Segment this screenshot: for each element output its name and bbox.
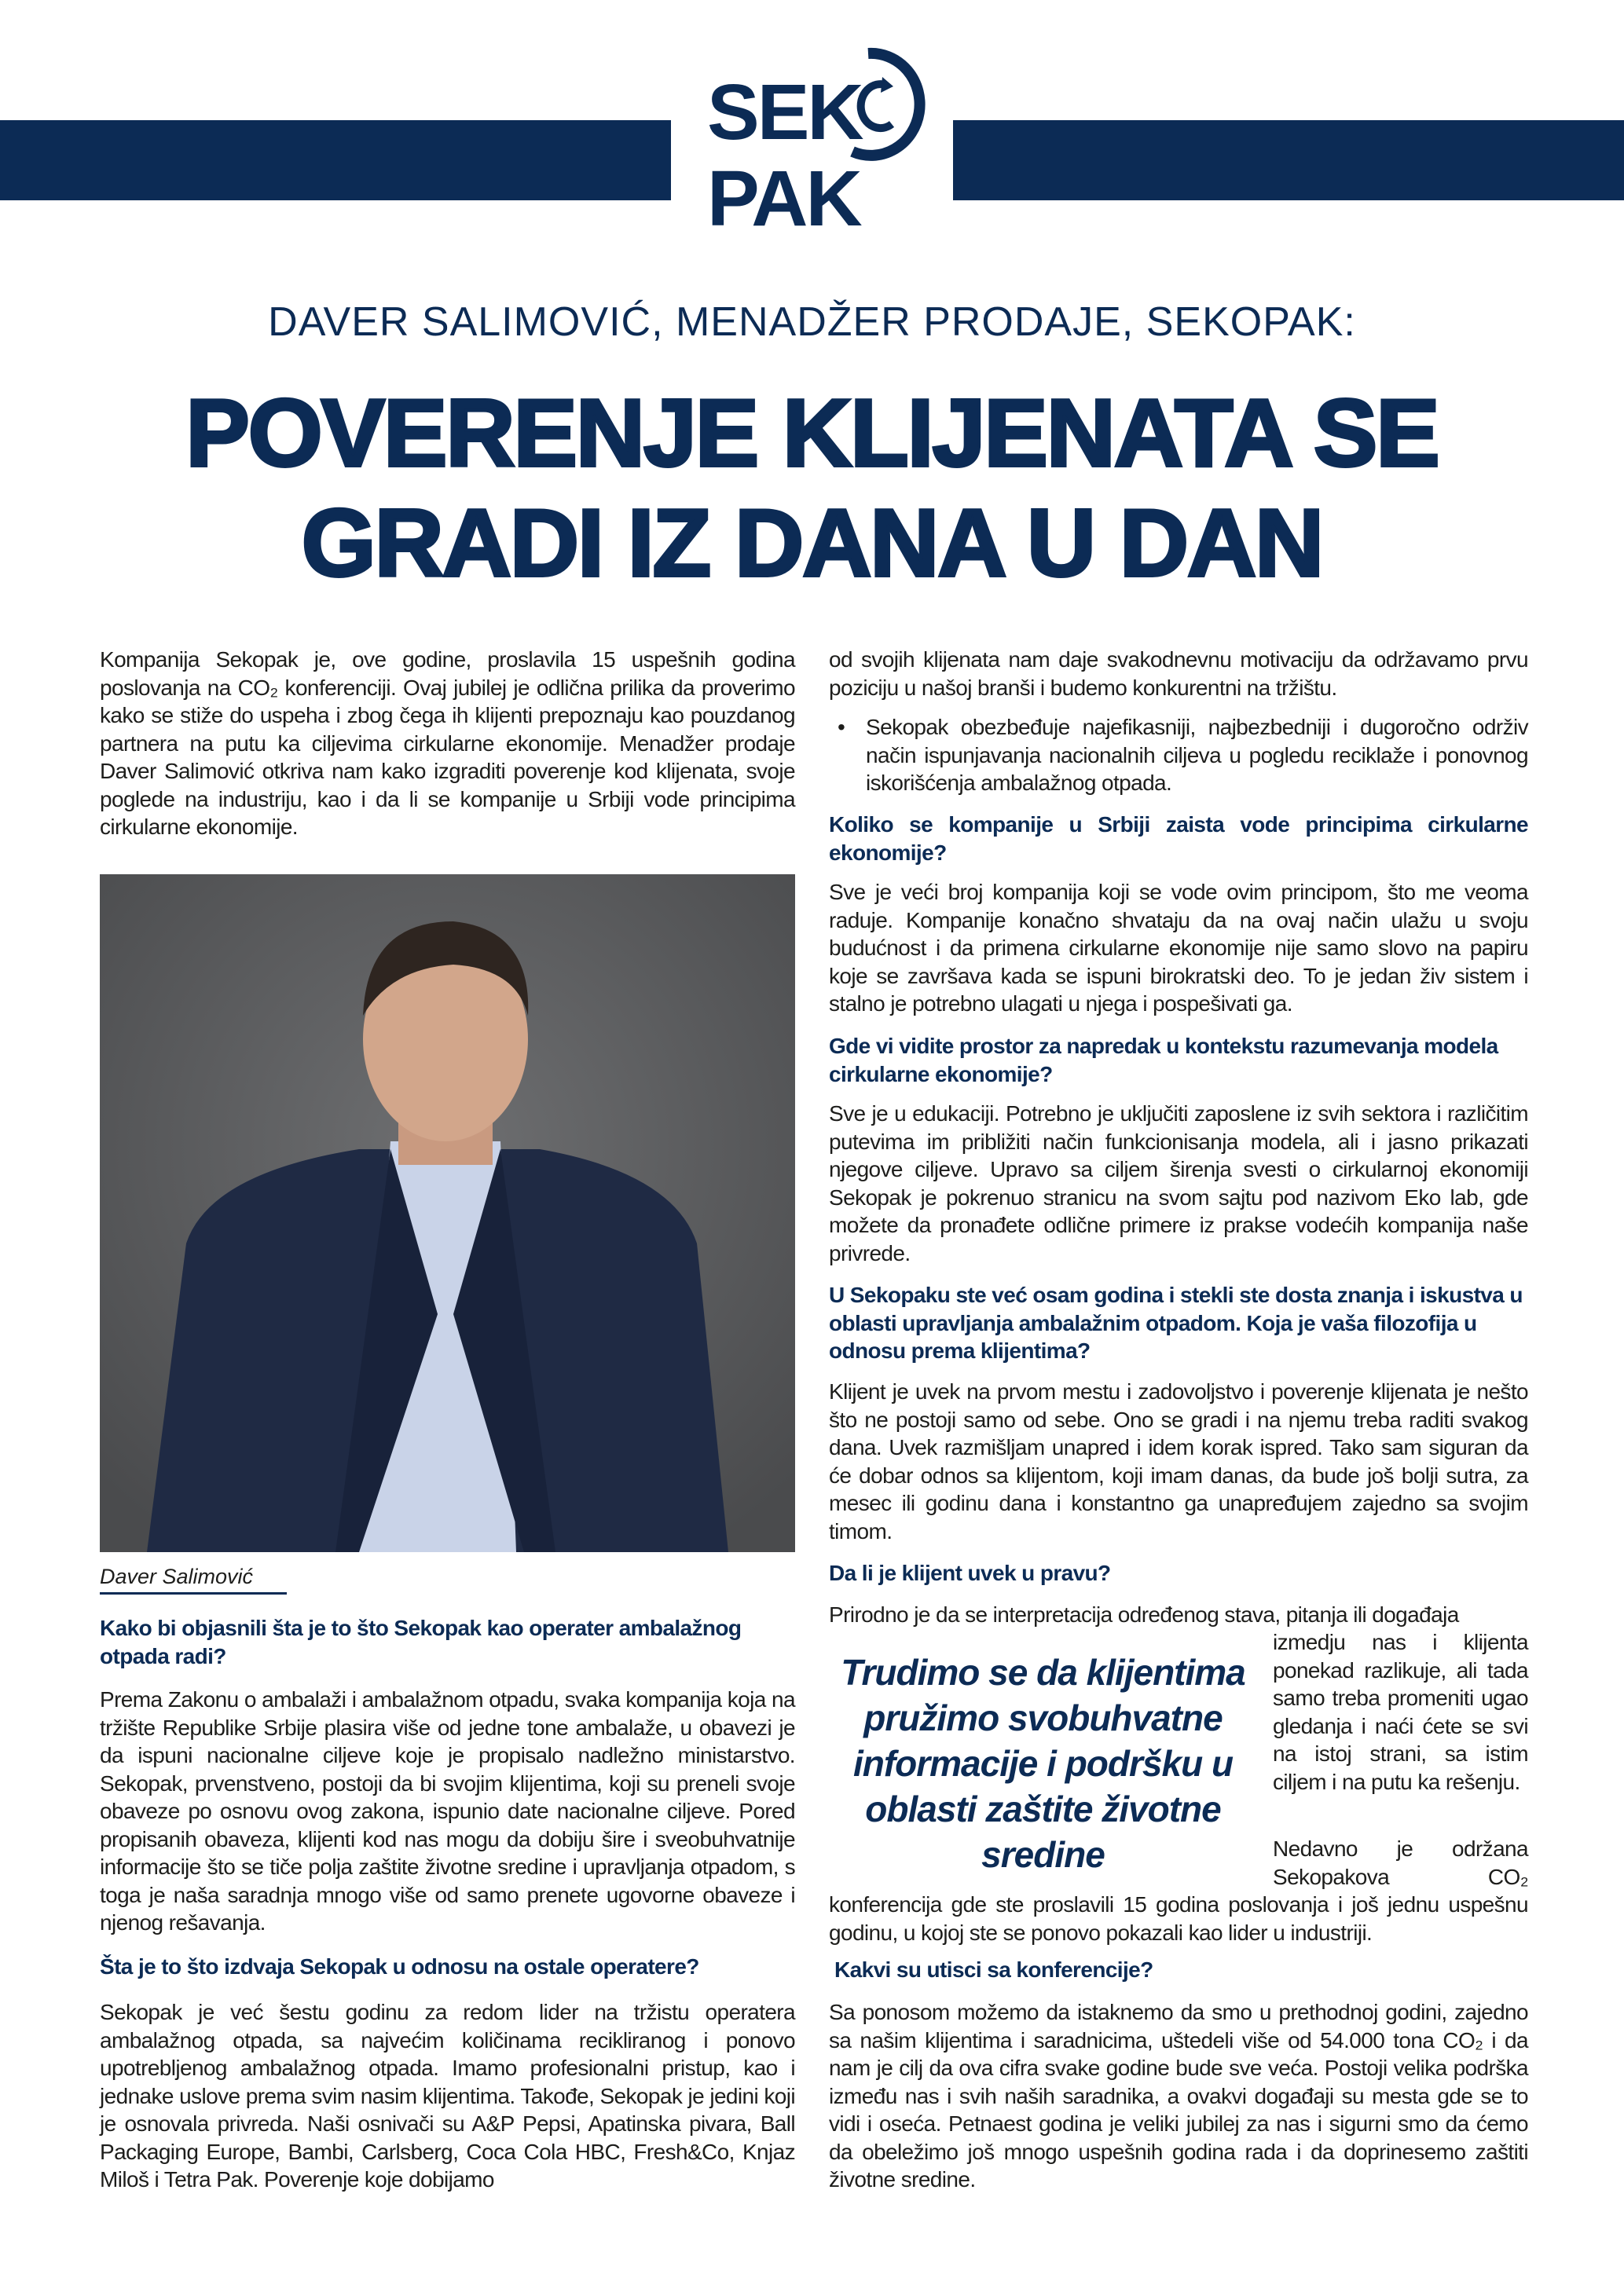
answer-paragraph: Prirodno je da se interpretacija određenog stava, pitanja ili događaja <box>829 1602 1459 1627</box>
portrait-illustration <box>100 874 795 1552</box>
question-heading: Koliko se kompanije u Srbiji zaista vode principima cirkularne ekonomije? <box>829 812 1528 865</box>
answer-paragraph: Prema Zakonu o ambalaži i ambalažnom otpadu, svaka kompanija koja na tržište Republike Srbije plasira više od jedne tone ambalaže, u obavezi je da ispuni nacionalne ciljeve koje je propisalo nadležno ministarstvo. Sekopak, prvenstveno, postoji da bi svojim klijentima, koji su preneli svoje obaveze po osnovu ovog zakona, ispunio date nacionalne ciljeve. Pored propisanih obaveza, klijenti kod nas mogu da dobiju šire i sveobuhvatnije informacije što se tiče polja zaštite životne sredine i upravljanja otpadom, s toga je naša saradnja mnogo više od samo prenete ugovorne obaveze i njenog rešavanja. <box>100 1687 795 1935</box>
answer-paragraph: Sve je veći broj kompanija koji se vode ovim principom, što me veoma raduje. Kompanije konačno shvataju da na ovaj način ulažu u svoju budućnost i da primena cirkularne ekonomije nije samo slovo na papiru koje se završava kada se ispuni birokratski deo. To je jedan živ sistem i stalno je potrebno ulagati u njega i pospešivati ga. <box>829 880 1528 1016</box>
question-heading: U Sekopaku ste već osam godina i stekli ste dosta znanja i iskustva u oblasti upravljanja ambalažnim otpadom. Koja je vaša filozofija u odnosu prema klijentima? <box>829 1283 1523 1363</box>
answer-paragraph-side: Nedavno je održana Sekopakova CO₂ <box>1273 1836 1528 1889</box>
answer-paragraph: Klijent je uvek na prvom mestu i zadovoljstvo i poverenje klijenata je nešto što ne postoji samo od sebe. Ono se gradi i na njemu treba raditi svakog dana. Uvek razmišljam unapred i idem korak ispred. Tako sam siguran da će dobar odnos sa klijentom, koji imam danas, da bude još bolji sutra, za mesec ili godinu dana i konstantno ga unapređujem zajedno sa svojim timom. <box>829 1379 1528 1543</box>
question-heading: Šta je to što izdvaja Sekopak u odnosu na ostale operatere? <box>100 1954 699 1979</box>
article-kicker: DAVER SALIMOVIĆ, MENADŽER PRODAJE, SEKOPAK: <box>268 299 1356 345</box>
intro-paragraph: Kompanija Sekopak je, ove godine, proslavila 15 uspešnih godina poslovanja na CO₂ konferenciji. Ovaj jubilej je odlična prilika da proverimo kako se stiže do uspeha i zbog čega ih klijenti prepoznaju kao pouzdanog partnera na putu ka ciljevima cirkularne ekonomije. Menadžer prodaje Daver Salimović otkriva nam kako izgraditi poverenje kod klijenata, svoje poglede na industriju, kao i da li se kompanije u Srbiji vode principima cirkularne ekonomije. <box>100 647 795 839</box>
question-heading: Kakvi su utisci sa konferencije? <box>834 1957 1153 1982</box>
bullet-text: Sekopak obezbeđuje najefikasniji, najbezbedniji i dugoročno održiv način ispunjavanja nacionalnih ciljeva u pogledu reciklaže i ponovnog iskorišćenja ambalažnog otpada. <box>866 715 1528 795</box>
answer-paragraph-side: izmedju nas i klijenta ponekad razlikuje, ali tada samo treba promeniti ugao gledanja i naći ćete se svi na istoj strani, sa istim ciljem i na putu ka rešenju. <box>1273 1630 1528 1794</box>
answer-paragraph: Sve je u edukaciji. Potrebno je uključiti zaposlene iz svih sektora i različitim putevima im približiti način funkcionisanja modela, ali i jasno prikazati njegove ciljeve. Upravo sa ciljem širenja svesti o cirkularnoj ekonomiji Sekopak je pokrenuo stranicu na svom sajtu pod nazivom Eko lab, gde možete da pronađete odlične primere iz prakse vodećih kompanija naše privrede. <box>829 1101 1528 1265</box>
recycle-circle-icon <box>837 46 935 163</box>
portrait-photo <box>100 874 795 1552</box>
pull-quote: Trudimo se da klijentima pružimo svobuhvatne informacije i podršku u oblasti zaštite životne sredine <box>841 1652 1245 1875</box>
answer-paragraph: Sa ponosom možemo da istaknemo da smo u prethodnoj godini, zajedno sa našim klijentima i saradnicima, uštedeli više od 54.000 tona CO₂ i da nam je cilj da ova cifra svake godine bude sve veća. Postoji velika podrška između nas i svih naših saradnika, a ovakvi događaji su mesta gde se to vidi i oseća. Petnaest godina je veliki jubilej za nas i sigurni smo da ćemo da obeležimo još mnogo uspešnih godina rada i da doprinesemo zaštiti životne sredine. <box>829 2000 1528 2192</box>
header-bar-left <box>0 120 671 200</box>
bullet-icon: • <box>838 715 845 739</box>
answer-paragraph: Sekopak je već šestu godinu za redom lider na tržistu operatera ambalažnog otpada, sa najvećim količinama recikliranog i ponovo upotrebljenog ambalažnog otpada. Imamo profesionalni pristup, kao i jednake uslove prema svim nasim klijentima. Takođe, Sekopak je jedini koji je osnovala privreda. Naši osnivači su A&P Pepsi, Apatinska pivara, Ball Packaging Europe, Bambi, Carlsberg, Coca Cola HBC, Fresh&Co, Knjaz Miloš i Tetra Pak. Poverenje koje dobijamo <box>100 2000 795 2192</box>
question-heading: Kako bi objasnili šta je to što Sekopak kao operater ambalažnog otpada radi? <box>100 1616 742 1668</box>
bullet-list <box>834 713 1528 797</box>
logo-text-top: SEK <box>707 68 862 156</box>
photo-caption: Daver Salimović <box>100 1565 287 1595</box>
headline-line-2: GRADI IZ DANA U DAN <box>301 489 1323 596</box>
header-bar-right <box>953 120 1624 200</box>
answer-paragraph: konferencija gde ste proslavili 15 godina poslovanja i još jednu uspešnu godinu, u kojoj ste se ponovo pokazali kao lider u industriji. <box>829 1892 1528 1945</box>
headline-line-1: POVERENJE KLIJENATA SE <box>185 379 1439 486</box>
bullet-item <box>834 713 1528 797</box>
question-heading: Da li je klijent uvek u pravu? <box>829 1561 1111 1585</box>
continued-paragraph: od svojih klijenata nam daje svakodnevnu motivaciju da održavamo prvu poziciju u našoj branši i budemo konkurentni na tržištu. <box>829 647 1528 700</box>
question-heading: Gde vi vidite prostor za napredak u kontekstu razumevanja modela cirkularne ekonomije? <box>829 1034 1498 1086</box>
logo-text-bottom: PAK <box>707 155 860 243</box>
sekopak-logo <box>703 46 939 243</box>
